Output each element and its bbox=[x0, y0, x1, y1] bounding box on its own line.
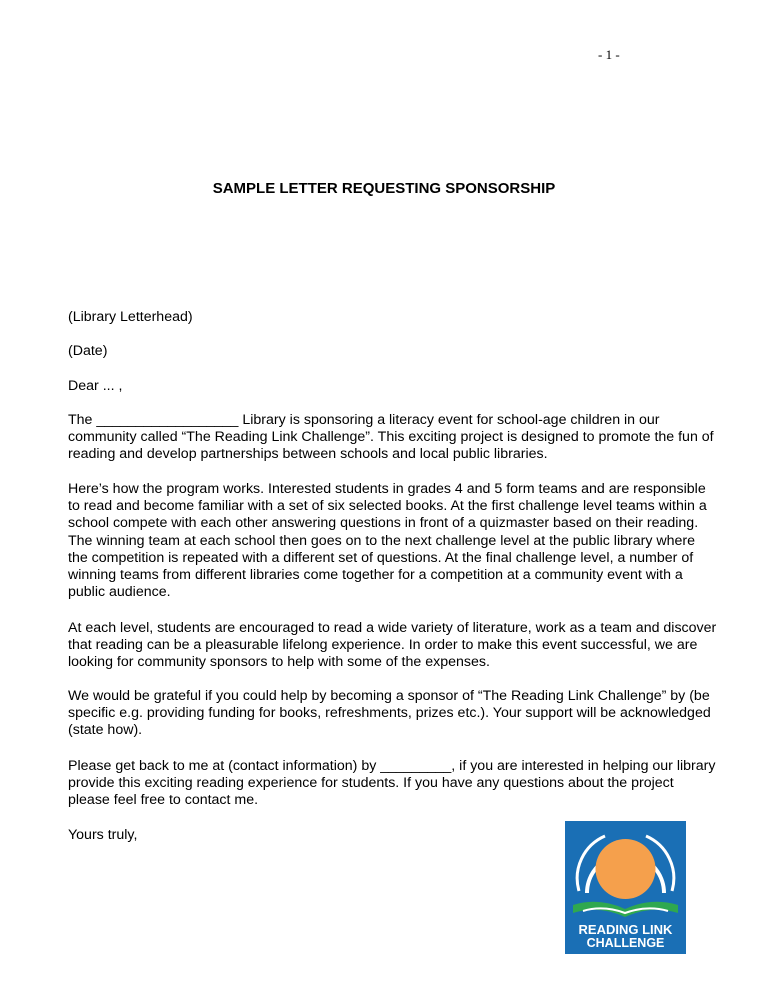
paragraph-intro: The __________________ Library is sponsoring a literacy event for school-age children in our community called “The Reading Link Challenge”. This exciting project is designed to promote the fun of reading and develop partnerships between schools and local public libraries. bbox=[68, 412, 714, 463]
paragraph-encouragement: At each level, students are encouraged to read a wide variety of literature, work as a team and discover that reading can be a pleasurable lifelong experience. In order to make this event successful, we are looking for community sponsors to help with some of the expenses. bbox=[68, 620, 717, 671]
document-title: SAMPLE LETTER REQUESTING SPONSORSHIP bbox=[212, 180, 556, 197]
sun-icon bbox=[596, 839, 656, 899]
letterhead-placeholder: (Library Letterhead) bbox=[68, 309, 193, 325]
reading-link-challenge-logo bbox=[565, 821, 686, 954]
paragraph-program: Here’s how the program works. Interested students in grades 4 and 5 form teams and are responsible to read and become familiar with a set of six selected books. At the first challenge level teams within a school compete with each other answering questions in front of a quizmaster based on their reading. The winning team at each school then goes on to the next challenge level at the public library where the competition is repeated with a different set of questions. At the final challenge level, a number of winning teams from different libraries come together for a competition at a community event with a public audience. bbox=[68, 481, 707, 601]
closing: Yours truly, bbox=[68, 827, 138, 843]
salutation: Dear ... , bbox=[68, 378, 123, 394]
logo-text-line2: CHALLENGE bbox=[586, 936, 665, 950]
paragraph-sponsor-request: We would be grateful if you could help by becoming a sponsor of “The Reading Link Challenge” by (be specific e.g. providing funding for books, refreshments, prizes etc.). Your support will be acknowledged (state how). bbox=[68, 688, 711, 739]
date-placeholder: (Date) bbox=[68, 343, 108, 359]
logo-graphic bbox=[565, 821, 686, 954]
page-number: - 1 - bbox=[598, 47, 620, 62]
logo-text-line1: READING LINK bbox=[578, 922, 673, 937]
paragraph-contact: Please get back to me at (contact information) by _________, if you are interested in helping our library provide this exciting reading experience for students. If you have any questions about the project please feel free to contact me. bbox=[68, 758, 716, 809]
